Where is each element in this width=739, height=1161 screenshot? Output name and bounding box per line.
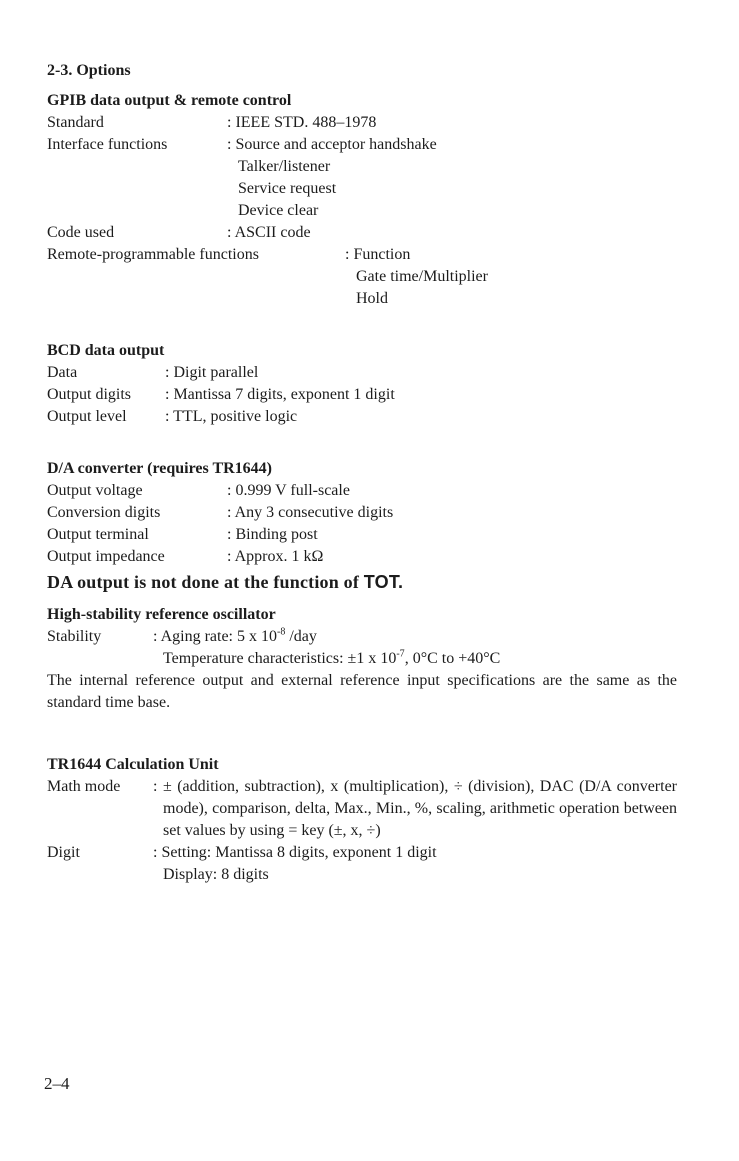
spec-row [47,384,677,406]
da-title: D/A converter (requires TR1644) [47,460,273,477]
spec-label: Stability [47,628,102,645]
spec-value: : Function [345,246,411,263]
spec-label: Interface functions [47,136,168,153]
spec-value: : ASCII code [227,224,311,241]
osc-title: High-stability reference oscillator [47,606,276,623]
osc-spec [47,626,677,670]
spec-label: Output digits [47,386,132,403]
spec-row [47,502,677,524]
spec-value: : Binding post [227,526,318,543]
spec-row-digit [47,842,677,886]
spec-label: Standard [47,114,104,131]
spec-row-remote [47,244,677,310]
spec-value: Display: 8 digits [163,866,269,883]
spec-row-standard [47,112,677,134]
spec-value: Talker/listener [238,158,331,175]
spec-label: Math mode [47,778,121,795]
spec-row [47,362,677,384]
da-spec-list [47,480,677,568]
temperature-characteristics: Temperature characteristics: ±1 x $10^{-7}$, 0°C to +40°C [163,648,501,667]
spec-label: Code used [47,224,115,241]
bcd-spec-list [47,362,677,428]
document-page [47,60,677,886]
spec-label: Output impedance [47,548,165,565]
spec-label: Data [47,364,78,381]
spec-label: Output voltage [47,482,143,499]
spec-value: : Setting: Mantissa 8 digits, exponent 1 digit [153,844,437,861]
spec-value: : 0.999 V full-scale [227,482,350,499]
spec-value: : IEEE STD. 488–1978 [227,114,377,131]
spec-label: Conversion digits [47,504,161,521]
spec-row [47,546,677,568]
bcd-title: BCD data output [47,342,165,359]
spec-row [47,524,677,546]
gpib-spec-list [47,112,677,244]
section-heading: 2-3. Options [47,62,131,79]
spec-row-math [47,776,677,842]
spec-value: Device clear [238,202,319,219]
spec-value: : Mantissa 7 digits, exponent 1 digit [165,386,395,403]
spec-value: Hold [356,290,388,307]
spec-value: : Digit parallel [165,364,259,381]
calc-title: TR1644 Calculation Unit [47,756,219,773]
aging-rate: : Aging rate: 5 x $10^{-8}$ /day [153,626,317,645]
spec-row-interface [47,134,677,222]
gpib-title: GPIB data output & remote control [47,92,292,109]
note-emphasis: TOT. [363,572,404,592]
spec-row-code [47,222,677,244]
osc-paragraph: The internal reference output and external reference input specifications are the same as the standard time base. [47,672,677,711]
spec-label: Output level [47,408,127,425]
spec-row [47,480,677,502]
spec-label: Remote-programmable functions [47,246,259,263]
spec-label: Digit [47,844,80,861]
page-number: 2–4 [44,1074,70,1093]
spec-value: Service request [238,180,337,197]
spec-label: Output terminal [47,526,149,543]
spec-row-stability [47,626,677,670]
spec-value: : Source and acceptor handshake [227,136,437,153]
da-note: DA output is not done at the function of TOT. [47,572,404,592]
calc-spec-list [47,776,677,886]
spec-value: : TTL, positive logic [165,408,298,425]
spec-row [47,406,677,428]
spec-value: Gate time/Multiplier [356,268,488,285]
spec-value: : Approx. 1 kΩ [227,548,324,565]
spec-value: : ± (addition, subtraction), x (multiplication), ÷ (division), DAC (D/A converter mode), comparison, delta, Max., Min., %, scaling, arithmetic operation between set values by using = key (±, x, ÷) [153,778,677,839]
spec-value: : Any 3 consecutive digits [227,504,394,521]
